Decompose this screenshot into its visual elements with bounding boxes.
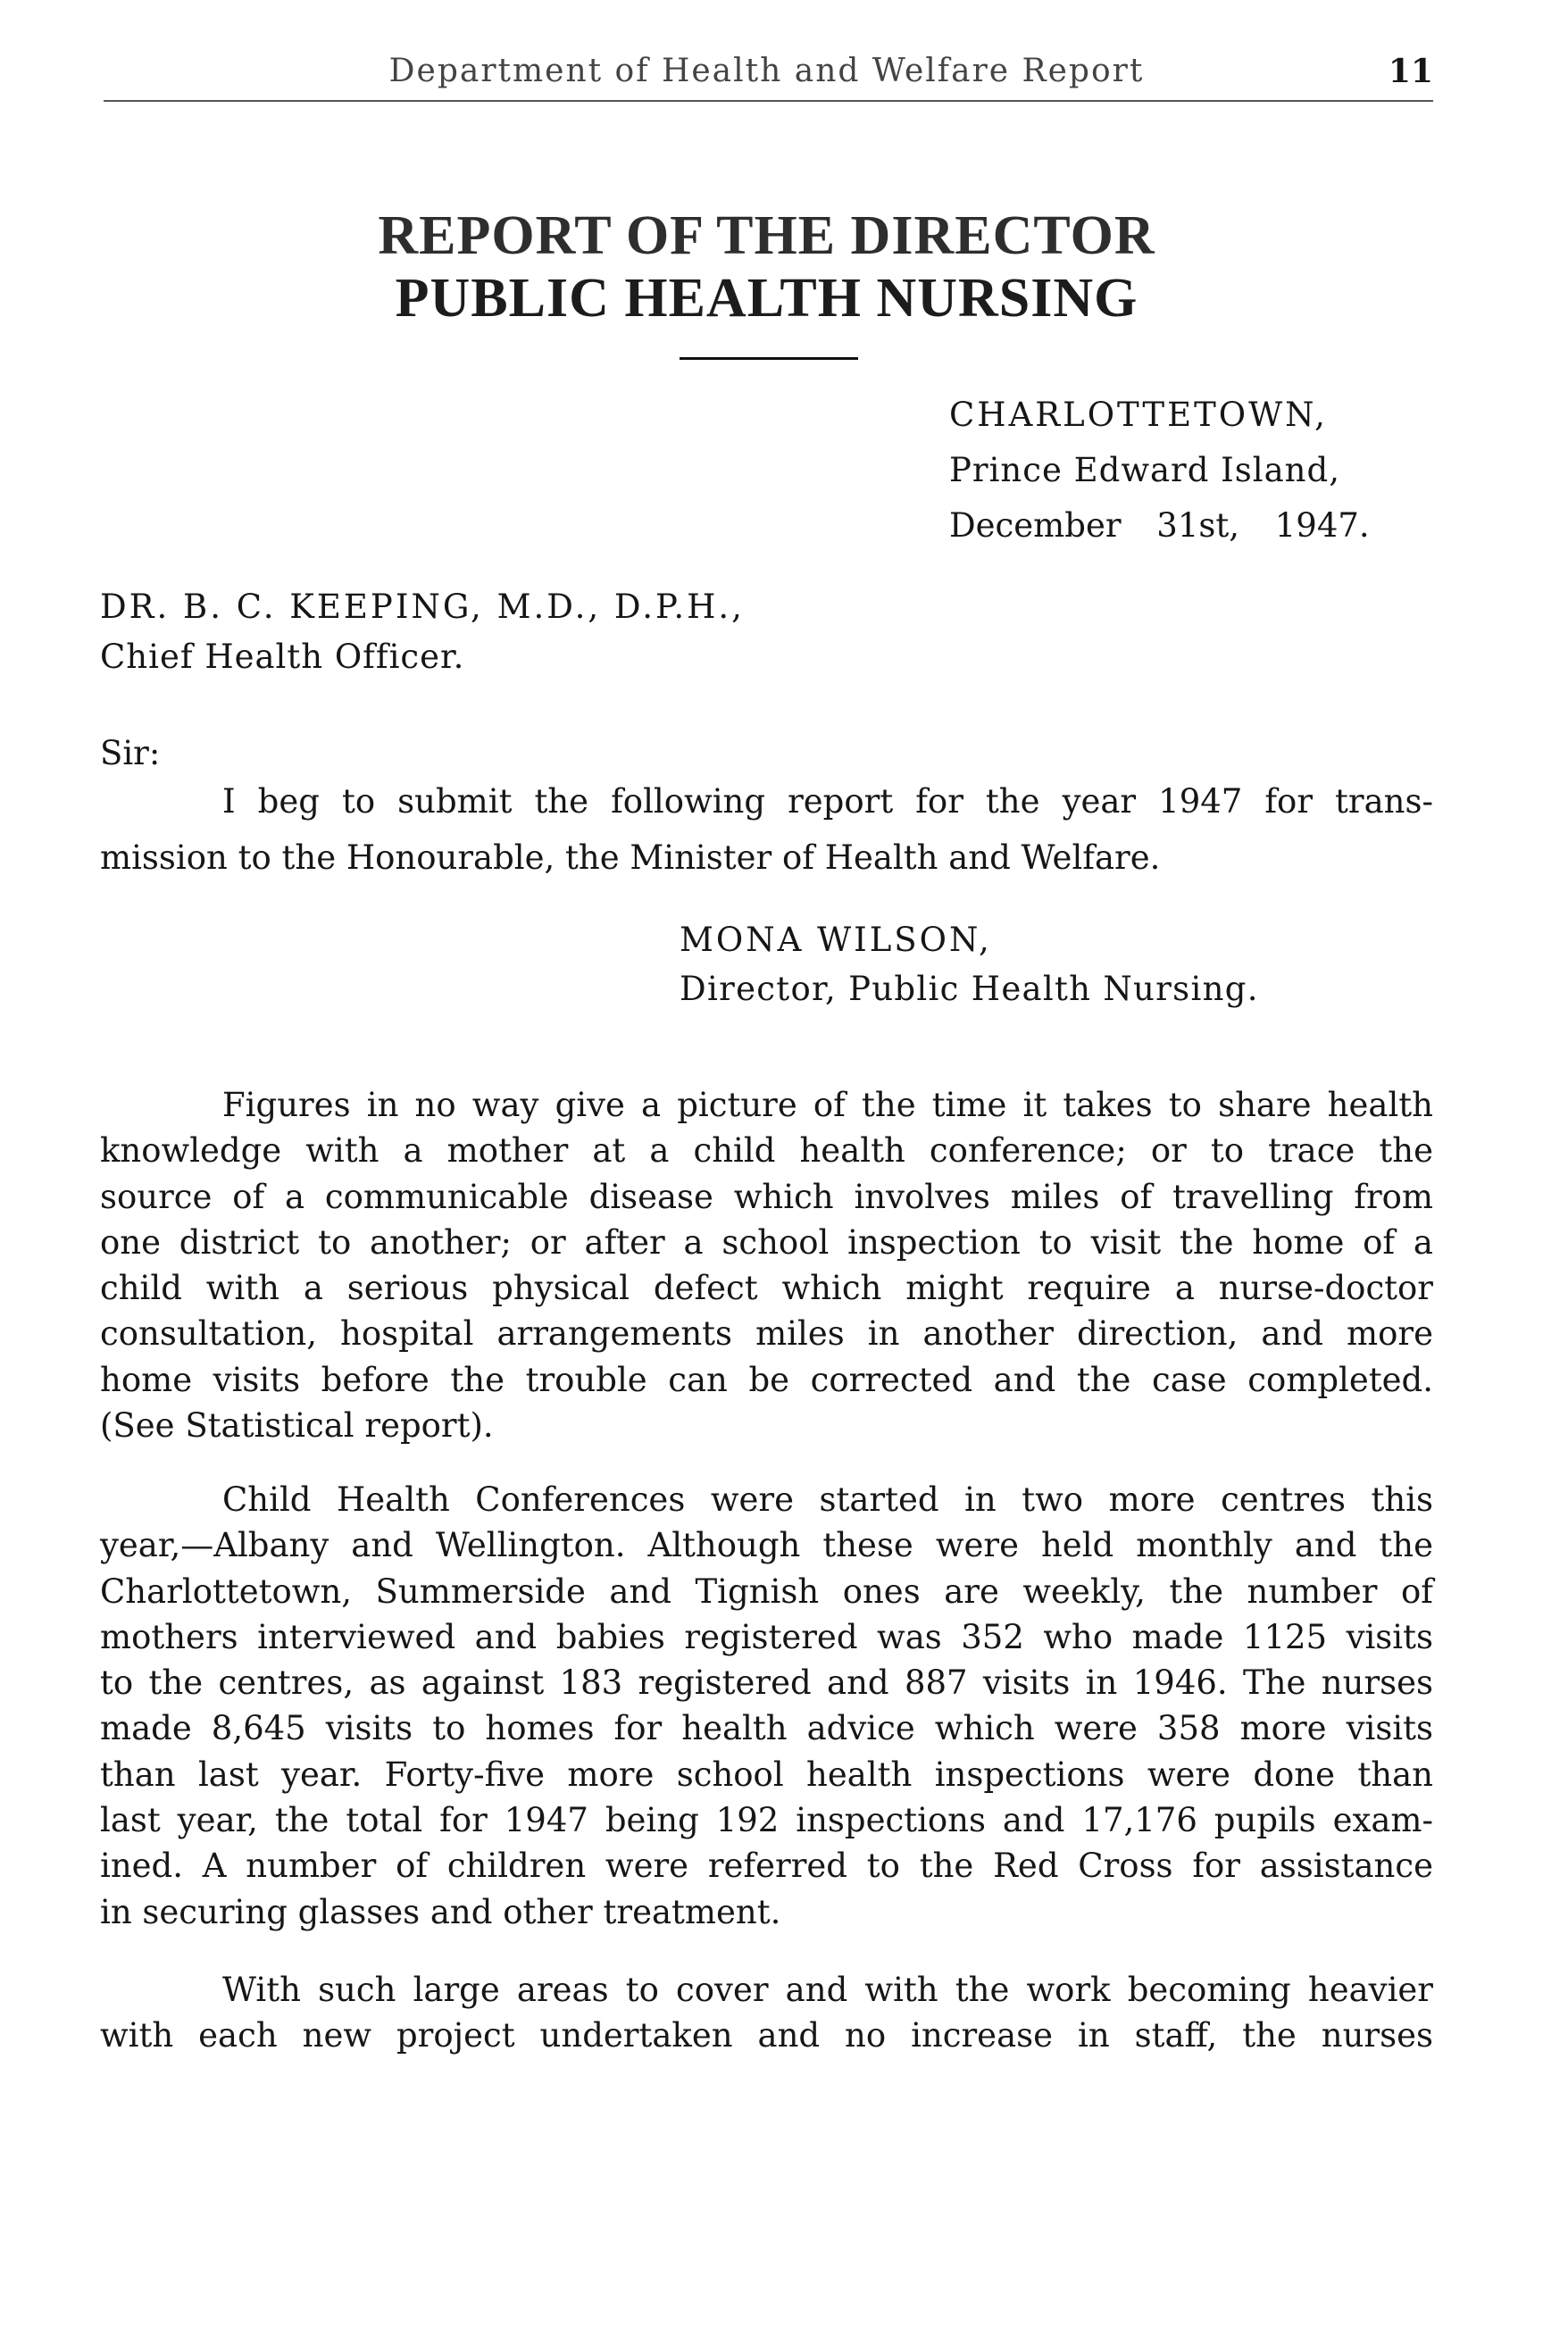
running-title: Department of Health and Welfare Report	[388, 53, 1145, 89]
body-paragraph	[100, 1082, 1433, 1448]
signature	[680, 915, 1259, 1013]
paragraph-line: Child Health Conferences were started in two more centres this	[222, 1480, 1433, 1519]
paragraph-line: source of a communicable disease which involves miles of travelling from	[100, 1177, 1433, 1216]
title-rule	[680, 357, 858, 360]
paragraph-line: ined. A number of children were referred to the Red Cross for assistance	[100, 1847, 1433, 1886]
salutation	[100, 730, 160, 777]
paragraph-line: one district to another; or after a school inspection to visit the home of a	[100, 1222, 1433, 1262]
page-number: 11	[1388, 53, 1433, 90]
report-title-line-1: REPORT OF THE DIRECTOR	[378, 205, 1155, 266]
addressee-position: Chief Health Officer.	[100, 638, 465, 676]
transmittal-paragraph	[100, 773, 1433, 886]
paragraph-line: With such large areas to cover and with the work becoming heavier	[222, 1971, 1433, 2009]
body-paragraph	[100, 1967, 1433, 2059]
paragraph-line: home visits before the trouble can be corrected and the case completed.	[100, 1360, 1433, 1399]
report-title-line-2: PUBLIC HEALTH NURSING	[395, 268, 1138, 329]
paragraph-line: Figures in no way give a picture of the time it takes to share health	[222, 1086, 1433, 1124]
addressee-name: DR. B. C. KEEPING, M.D., D.P.H.,	[100, 588, 745, 626]
paragraph-line: child with a serious physical defect which might require a nurse-doctor	[100, 1269, 1433, 1308]
dateline-province: Prince Edward Island,	[949, 451, 1340, 489]
signature-position: Director, Public Health Nursing.	[680, 970, 1259, 1008]
paragraph-line: consultation, hospital arrangements miles in another direction, and more	[100, 1314, 1433, 1354]
paragraph-line: (See Statistical report).	[100, 1406, 494, 1446]
paragraph-line: than last year. Forty-five more school health inspections were done than	[100, 1755, 1433, 1794]
salutation-text: Sir:	[100, 734, 161, 772]
paragraph-line: knowledge with a mother at a child health conference; or to trace the	[100, 1131, 1433, 1171]
paragraph-line: mission to the Honourable, the Minister of Health and Welfare.	[100, 838, 1161, 877]
running-header	[100, 48, 1433, 95]
signature-name: MONA WILSON,	[680, 921, 992, 959]
paragraph-line: year,—Albany and Wellington. Although these were held monthly and the	[100, 1526, 1433, 1565]
header-rule	[104, 100, 1433, 102]
addressee	[100, 582, 745, 682]
paragraph-line: with each new project undertaken and no increase in staff, the nurses	[100, 2016, 1433, 2055]
paragraph-line: made 8,645 visits to homes for health advice which were 358 more visits	[100, 1709, 1433, 1748]
dateline-date: December 31st, 1947.	[949, 506, 1370, 545]
paragraph-line: I beg to submit the following report for the year 1947 for trans-	[222, 782, 1433, 821]
dateline	[949, 388, 1370, 554]
paragraph-line: in securing glasses and other treatment.	[100, 1892, 781, 1931]
paragraph-line: Charlottetown, Summerside and Tignish ones are weekly, the number of	[100, 1572, 1433, 1611]
paragraph-line: mothers interviewed and babies registered was 352 who made 1125 visits	[100, 1617, 1433, 1656]
paragraph-line: to the centres, as against 183 registered and 887 visits in 1946. The nurses	[100, 1663, 1433, 1703]
paragraph-line: last year, the total for 1947 being 192 inspections and 17,176 pupils exam-	[100, 1801, 1433, 1840]
dateline-city: CHARLOTTETOWN,	[949, 396, 1328, 434]
body-paragraph	[100, 1477, 1433, 1935]
